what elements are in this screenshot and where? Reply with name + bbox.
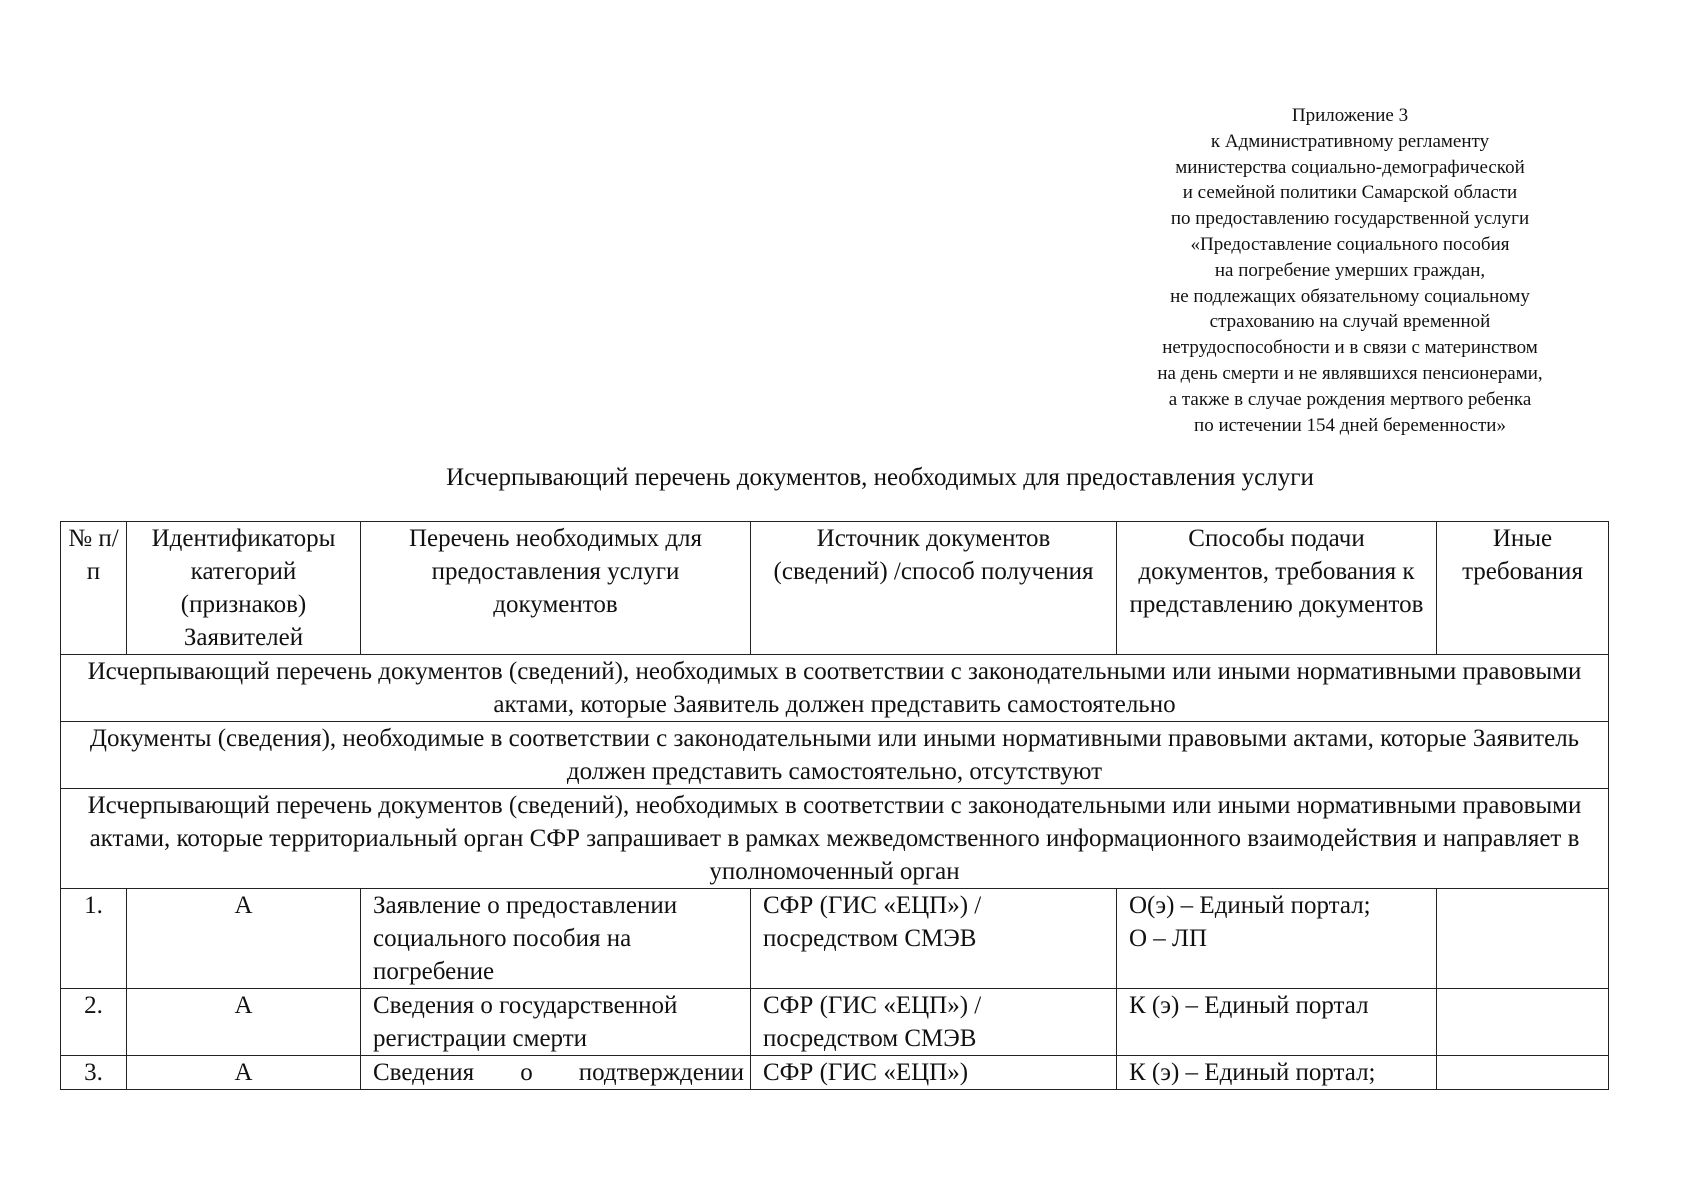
method-line: О – ЛП bbox=[1129, 925, 1208, 952]
table-row bbox=[61, 889, 1609, 989]
row-other bbox=[1437, 989, 1609, 1056]
appendix-line: Приложение 3 bbox=[1291, 105, 1409, 126]
row-document: Заявление о предоставлении социального пособия на погребение bbox=[361, 889, 751, 989]
header-documents: Перечень необходимых для предоставления услуги документов bbox=[361, 522, 751, 655]
row-method bbox=[1117, 1056, 1437, 1090]
appendix-line: а также в случае рождения мертвого ребенка bbox=[1168, 388, 1532, 410]
appendix-line: к Административному регламенту bbox=[1210, 130, 1490, 152]
row-method bbox=[1117, 889, 1437, 989]
row-source: СФР (ГИС «ЕЦП») bbox=[751, 1056, 1117, 1090]
row-category: А bbox=[127, 1056, 361, 1090]
appendix-line: министерства социально-демографической bbox=[1175, 156, 1525, 178]
header-other-requirements: Иные требования bbox=[1437, 522, 1609, 655]
method-line: К (э) – Единый портал bbox=[1129, 992, 1369, 1019]
row-method bbox=[1117, 989, 1437, 1056]
row-document: Сведения о государственной регистрации смерти bbox=[361, 989, 751, 1056]
row-number: 2. bbox=[61, 989, 127, 1056]
header-submission-methods: Способы подачи документов, требования к представлению документов bbox=[1117, 522, 1437, 655]
table-row bbox=[61, 1056, 1609, 1090]
appendix-line: страхованию на случай временной bbox=[1209, 311, 1491, 333]
appendix-line: «Предоставление социального пособия bbox=[1190, 233, 1510, 255]
table-row bbox=[61, 989, 1609, 1056]
section-row bbox=[61, 789, 1609, 889]
section-interagency: Исчерпывающий перечень документов (сведений), необходимых в соответствии с законодательными или иными нормативными правовыми актами, которые территориальный орган СФР запрашивает в рамках межведомственного информационного взаимодействия и направляет в уполномоченный орган bbox=[61, 789, 1609, 889]
method-line: К (э) – Единый портал; bbox=[1129, 1059, 1376, 1086]
documents-table bbox=[60, 521, 1609, 1090]
section-absent: Документы (сведения), необходимые в соответствии с законодательными или иными нормативными правовыми актами, которые Заявитель должен представить самостоятельно, отсутствуют bbox=[61, 722, 1609, 789]
header-source: Источник документов (сведений) /способ получения bbox=[751, 522, 1117, 655]
appendix-line: не подлежащих обязательному социальному bbox=[1170, 285, 1530, 307]
row-category: А bbox=[127, 989, 361, 1056]
row-number: 3. bbox=[61, 1056, 127, 1090]
appendix-line: на день смерти и не являвшихся пенсионерами, bbox=[1157, 362, 1543, 384]
row-number: 1. bbox=[61, 889, 127, 989]
appendix-line: по истечении 154 дней беременности» bbox=[1194, 414, 1506, 436]
appendix-line: нетрудоспособности и в связи с материнством bbox=[1162, 337, 1538, 359]
section-row bbox=[61, 722, 1609, 789]
document-title: Исчерпывающий перечень документов, необходимых для предоставления услуги bbox=[446, 464, 1314, 491]
appendix-line: на погребение умерших граждан, bbox=[1214, 259, 1486, 281]
row-category: А bbox=[127, 889, 361, 989]
section-self-submitted: Исчерпывающий перечень документов (сведений), необходимых в соответствии с законодательными или иными нормативными правовыми актами, которые Заявитель должен представить самостоятельно bbox=[61, 655, 1609, 722]
appendix-line: по предоставлению государственной услуги bbox=[1170, 208, 1530, 230]
method-line: О(э) – Единый портал; bbox=[1129, 892, 1371, 919]
row-other bbox=[1437, 889, 1609, 989]
appendix-line: и семейной политики Самарской области bbox=[1182, 182, 1518, 204]
row-document: Сведения о подтверждении bbox=[361, 1056, 751, 1090]
header-categories: Идентификаторы категорий (признаков) Заявителей bbox=[127, 522, 361, 655]
row-source: СФР (ГИС «ЕЦП») /посредством СМЭВ bbox=[751, 889, 1117, 989]
section-row bbox=[61, 655, 1609, 722]
table-header-row bbox=[61, 522, 1609, 655]
row-other bbox=[1437, 1056, 1609, 1090]
row-source: СФР (ГИС «ЕЦП») /посредством СМЭВ bbox=[751, 989, 1117, 1056]
header-number: № п/п bbox=[61, 522, 127, 655]
appendix-header bbox=[1100, 103, 1600, 438]
